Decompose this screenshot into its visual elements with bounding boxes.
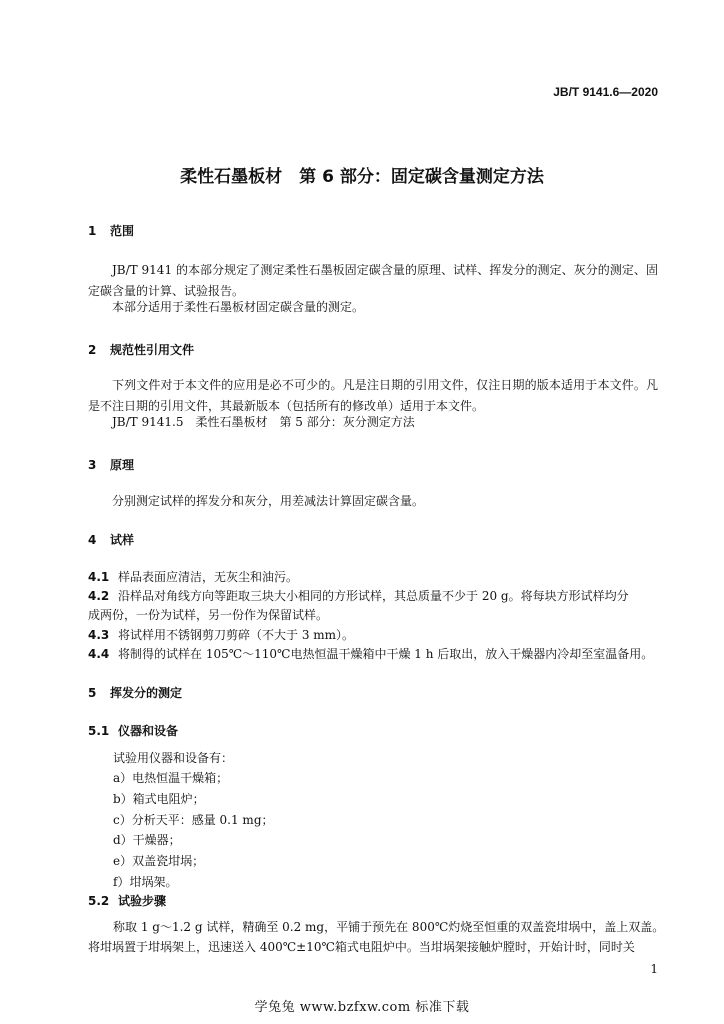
clause-4-3: 4.3 将试样用不锈钢剪刀剪碎（不大于 3 mm）。: [88, 628, 355, 642]
section-5-1-heading: 5.1 仪器和设备: [88, 724, 179, 738]
section-title: 规范性引用文件: [110, 343, 195, 357]
section-title: 原理: [110, 458, 135, 472]
list-item: e）双盖瓷坩埚；: [113, 854, 205, 869]
procedure-line-1: 称取 1 g～1.2 g 试样，精确至 0.2 mg，平铺于预先在 800℃灼烧至恒重的双盖瓷坩埚中，盖上双盖。: [113, 920, 665, 934]
section-1-paragraph-2: 本部分适用于柔性石墨板材固定碳含量的测定。: [112, 300, 365, 314]
normative-reference: JB/T 9141.5 柔性石墨板材 第 5 部分：灰分测定方法: [112, 415, 415, 429]
document-title: 柔性石墨板材 第 6 部分：固定碳含量测定方法: [180, 167, 544, 187]
section-1-paragraph-1: JB/T 9141 的本部分规定了测定柔性石墨板固定碳含量的原理、试样、挥发分的测定、灰分的测定、固定碳含量的计算、试验报告。: [88, 263, 658, 298]
section-3-paragraph-1: 分别测定试样的挥发分和灰分，用差减法计算固定碳含量。: [112, 494, 425, 508]
clause-4-4: 4.4 将制得的试样在 105℃～110℃电热恒温干燥箱中干燥 1 h 后取出，放入干燥器内冷却至室温备用。: [88, 647, 654, 661]
list-item: f）坩埚架。: [113, 874, 178, 889]
list-item: c）分析天平：感量 0.1 mg；: [113, 812, 274, 827]
section-number: 5: [88, 686, 97, 700]
list-item: a）电热恒温干燥箱；: [113, 771, 229, 785]
equipment-list: [113, 768, 274, 893]
section-number: 2: [88, 343, 97, 357]
standard-number: JB/T 9141.6—2020: [553, 85, 658, 99]
section-1-heading: [88, 222, 134, 239]
section-5-heading: [88, 684, 182, 701]
section-2-paragraph-1: 下列文件对于本文件的应用是必不可少的。凡是注日期的引用文件，仅注日期的版本适用于本文件。凡是不注日期的引用文件，其最新版本（包括所有的修改单）适用于本文件。: [88, 378, 658, 413]
equipment-intro: 试验用仪器和设备有：: [113, 751, 234, 765]
section-5-2-heading: 5.2 试验步骤: [88, 894, 167, 908]
section-3-heading: [88, 456, 134, 473]
section-number: 1: [88, 224, 97, 238]
clause-4-2-continuation: 成两份，一份为试样，另一份作为保留试样。: [88, 608, 329, 622]
footer-watermark: 学兔兔 www.bzfxw.com 标准下载: [254, 1000, 470, 1015]
section-number: 4: [88, 533, 97, 547]
section-title: 范围: [110, 224, 135, 238]
list-item: b）箱式电阻炉；: [113, 791, 205, 806]
clause-4-2: 4.2 沿样品对角线方向等距取三块大小相同的方形试样，其总质量不少于 20 g。将每块方形试样均分: [88, 589, 629, 603]
section-2-heading: [88, 341, 194, 358]
list-item: d）干燥器；: [113, 833, 181, 848]
section-title: 试样: [110, 533, 135, 547]
section-number: 3: [88, 458, 97, 472]
page-number: 1: [650, 962, 658, 976]
procedure-line-2: 将坩埚置于坩埚架上，迅速送入 400℃±10℃箱式电阻炉中。当坩埚架接触炉膛时，开始计时，同时关: [88, 940, 635, 954]
section-title: 挥发分的测定: [110, 686, 183, 700]
section-4-heading: [88, 531, 134, 548]
clause-4-1: 4.1 样品表面应清洁，无灰尘和油污。: [88, 570, 299, 584]
